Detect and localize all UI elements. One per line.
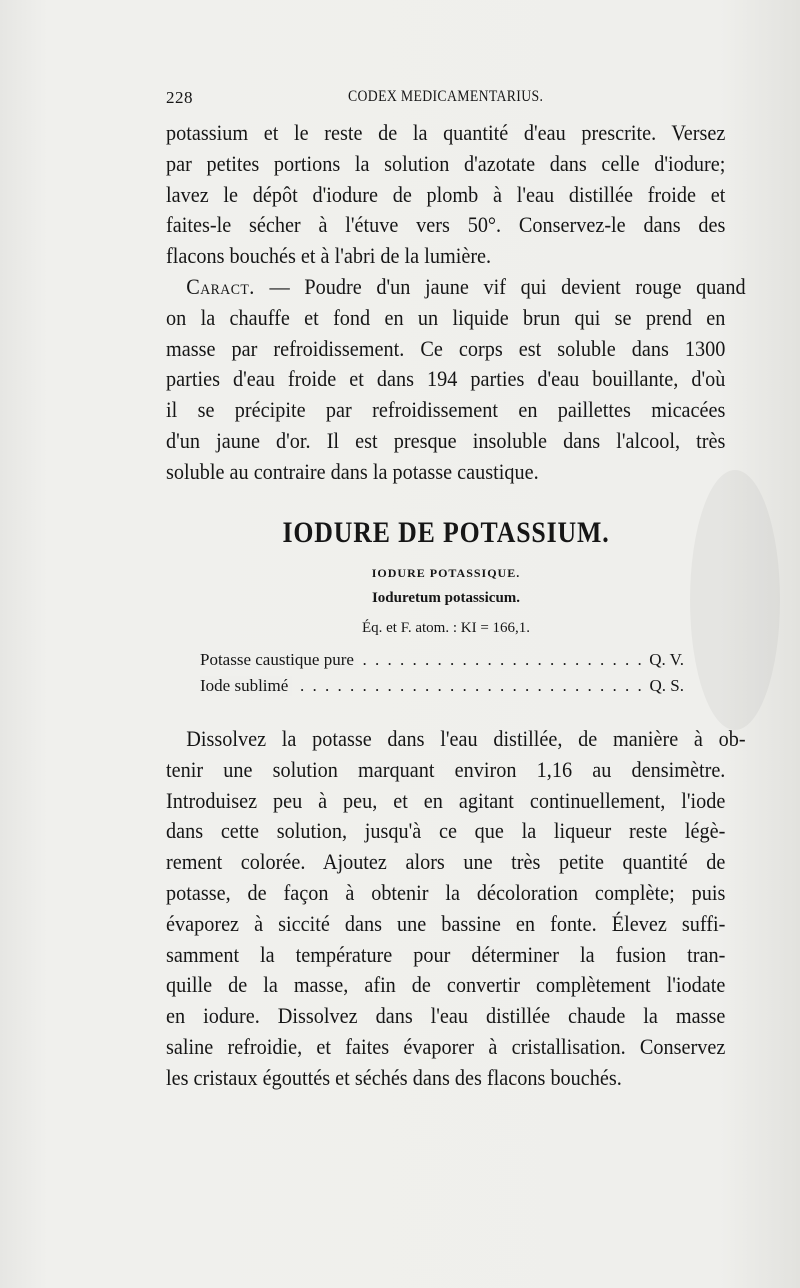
text-line: évaporez à siccité dans une bassine en fonte. Élevez suffi-	[166, 910, 726, 936]
running-head: CODEX MEDICAMENTARIUS.	[348, 88, 544, 105]
page-number: 228	[166, 88, 193, 107]
section-title: IODURE DE POTASSIUM.	[282, 516, 610, 549]
text-line: tenir une solution marquant environ 1,16 au densimètre.	[166, 756, 726, 782]
text-line: parties d'eau froide et dans 194 parties d'eau bouillante, d'où	[166, 366, 726, 392]
caract-label: Caract.	[186, 274, 255, 299]
text-line: potasse, de façon à obtenir la décoloration complète; puis	[166, 879, 726, 905]
text-line: masse par refroidissement. Ce corps est soluble dans 1300	[166, 335, 726, 361]
recipe-row	[200, 676, 684, 698]
text-line: d'un jaune d'or. Il est presque insoluble dans l'alcool, très	[166, 427, 726, 453]
text-line: soluble au contraire dans la potasse caustique.	[166, 458, 539, 484]
intro-paragraph	[166, 118, 726, 272]
text-line: flacons bouchés et à l'abri de la lumière.	[166, 243, 492, 269]
text-line: potassium et le reste de la quantité d'eau prescrite. Versez	[166, 120, 726, 145]
text-line: saline refroidie, et faites évaporer à cristallisation. Conservez	[166, 1033, 726, 1059]
text-line: lavez le dépôt d'iodure de plomb à l'eau distillée froide et	[166, 181, 726, 207]
latin-name: Ioduretum potassicum.	[371, 590, 521, 606]
text-line: dans cette solution, jusqu'à ce que la liqueur reste légè-	[166, 818, 726, 844]
ingredient-name: Iode sublimé	[200, 676, 292, 696]
text-line: les cristaux égouttés et séchés dans des flacons bouchés.	[166, 1064, 622, 1090]
text-line: quille de la masse, afin de convertir complètement l'iodate	[166, 972, 726, 998]
page-header	[166, 88, 730, 110]
ingredient-quantity: Q. S.	[646, 676, 684, 696]
text-line: Introduisez peu à peu, et en agitant continuellement, l'iode	[166, 787, 726, 813]
text-line: il se précipite par refroidissement en paillettes micacées	[166, 397, 726, 423]
text-line: faites-le sécher à l'étuve vers 50°. Conservez-le dans des	[166, 212, 726, 238]
characteristics-paragraph	[166, 272, 746, 488]
text-line: samment la température pour déterminer la fusion tran-	[166, 941, 726, 967]
ingredient-name: Potasse caustique pure	[200, 650, 358, 670]
section-subtitle: IODURE POTASSIQUE.	[371, 566, 521, 580]
text-line: en iodure. Dissolvez dans l'eau distillée chaude la masse	[166, 1003, 726, 1029]
recipe-row	[200, 650, 684, 672]
chemical-equivalent: Éq. et F. atom. : KI = 166,1.	[361, 620, 531, 636]
text-line: on la chauffe et fond en un liquide brun qui se prend en	[166, 304, 726, 330]
text-line: rement colorée. Ajoutez alors une très petite quantité de	[166, 849, 726, 875]
text-line: Dissolvez la potasse dans l'eau distillée, de manière à ob-	[186, 726, 746, 751]
ingredient-quantity: Q. V.	[645, 650, 684, 670]
text-line	[166, 272, 746, 303]
text-line: par petites portions la solution d'azotate dans celle d'iodure;	[166, 150, 726, 176]
caract-first-line: — Poudre d'un jaune vif qui devient rouge quand	[254, 274, 746, 299]
method-paragraph	[166, 724, 746, 1094]
